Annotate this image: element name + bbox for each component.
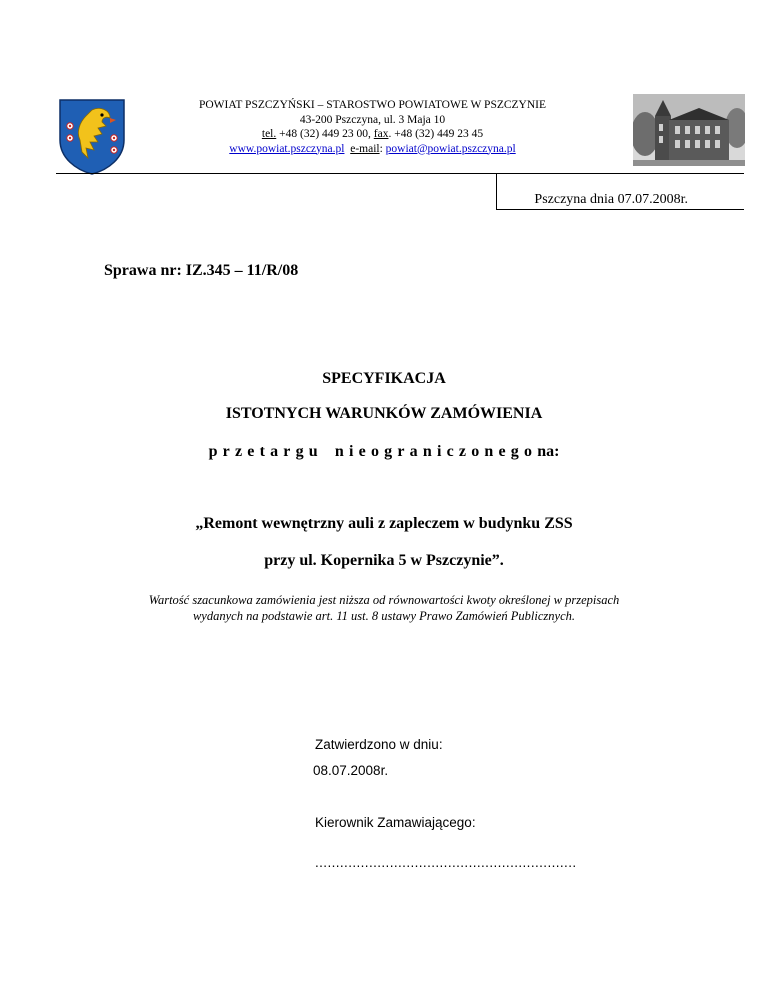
value-note xyxy=(0,592,768,624)
case-number: Sprawa nr: IZ.345 – 11/R/08 xyxy=(104,262,299,279)
approved-label: Zatwierdzono w dniu: xyxy=(315,737,443,752)
coat-of-arms-icon xyxy=(56,96,128,176)
tel-label: tel. xyxy=(261,128,277,140)
institution-name: POWIAT PSZCZYŃSKI – STAROSTWO POWIATOWE W PSZCZYNIE xyxy=(198,99,547,111)
tender-word-2: nieograniczonego xyxy=(334,443,538,460)
letterhead xyxy=(140,98,605,156)
tender-type xyxy=(0,443,768,461)
signature-line: ............................................................... xyxy=(315,855,577,870)
document-date: Pszczyna dnia 07.07.2008r. xyxy=(534,192,688,207)
tender-word-1: przetargu xyxy=(208,443,323,460)
fax-value: . +48 (32) 449 23 45 xyxy=(388,128,484,140)
manager-label: Kierownik Zamawiającego: xyxy=(315,815,476,830)
document-title: SPECYFIKACJA xyxy=(322,370,446,387)
value-note-line-1: Wartość szacunkowa zamówienia jest niższa od równowartości kwoty określonej w przepisach xyxy=(148,593,620,607)
email-separator: : xyxy=(379,142,386,155)
email-label: e-mail xyxy=(350,142,380,155)
contract-subject-line-2: przy ul. Kopernika 5 w Pszczynie”. xyxy=(264,552,504,569)
building-photo-icon xyxy=(633,94,745,166)
institution-address: 43-200 Pszczyna, ul. 3 Maja 10 xyxy=(299,113,446,126)
tender-suffix: na: xyxy=(537,443,560,460)
contract-subject-line-1: „Remont wewnętrzny auli z zapleczem w budynku ZSS xyxy=(195,515,573,532)
approved-date: 08.07.2008r. xyxy=(313,763,389,778)
contact-phone-fax xyxy=(140,127,605,142)
value-note-line-2: wydanych na podstawie art. 11 ust. 8 ustawy Prawo Zamówień Publicznych. xyxy=(192,609,576,623)
fax-label: fax xyxy=(373,128,389,140)
date-box xyxy=(496,174,744,210)
document-subtitle: ISTOTNYCH WARUNKÓW ZAMÓWIENIA xyxy=(225,405,543,422)
tel-value: +48 (32) 449 23 00, xyxy=(276,128,374,140)
contact-web xyxy=(140,142,605,157)
email-link[interactable]: powiat@powiat.pszczyna.pl xyxy=(385,142,516,155)
website-link[interactable]: www.powiat.pszczyna.pl xyxy=(229,142,345,155)
